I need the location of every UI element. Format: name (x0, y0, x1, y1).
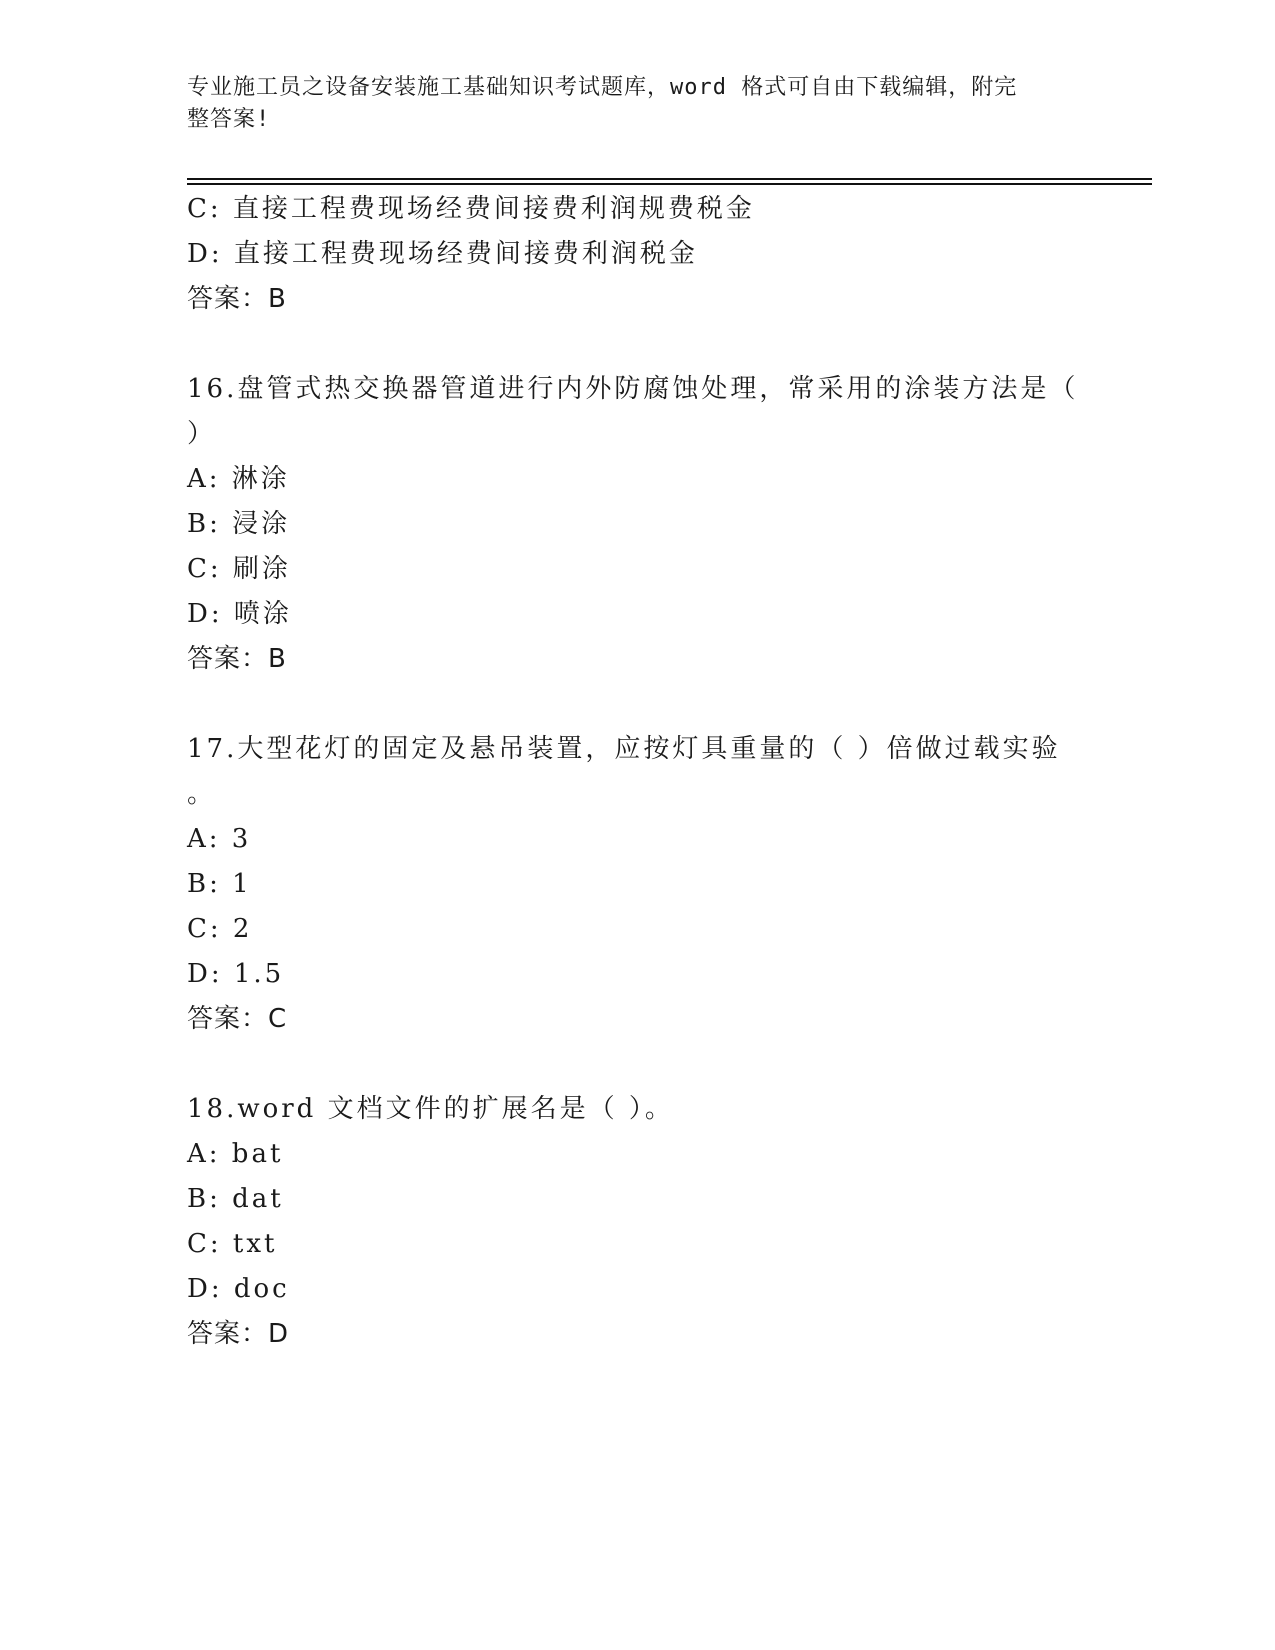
q16-stem-line-1: 16.盘管式热交换器管道进行内外防腐蚀处理，常采用的涂装方法是（ (187, 374, 1079, 404)
q17-option-c: C: 2 (187, 914, 253, 944)
q16-option-a: A: 淋涂 (187, 464, 290, 494)
header-line-1: 专业施工员之设备安装施工基础知识考试题库，word 格式可自由下载编辑，附完 (187, 75, 1018, 100)
q16-answer: 答案：B (187, 644, 287, 674)
q16-option-b: B: 浸涂 (187, 509, 291, 539)
q15-answer: 答案：B (187, 284, 287, 314)
q17-option-a: A: 3 (187, 824, 252, 854)
q17-option-b: B: 1 (187, 869, 252, 899)
q16-stem-line-2: ） (187, 419, 217, 449)
q17-option-d: D: 1.5 (187, 959, 285, 989)
document-header (187, 72, 1067, 136)
header-divider-bottom (187, 183, 1152, 185)
q18-option-b: B: dat (187, 1184, 284, 1214)
header-divider-top (187, 178, 1152, 180)
q18-option-d: D: doc (187, 1274, 290, 1304)
q18-option-a: A: bat (187, 1139, 284, 1169)
header-line-2: 整答案! (187, 107, 271, 132)
q18-answer: 答案：D (187, 1319, 290, 1349)
q17-answer: 答案：C (187, 1004, 288, 1034)
q17-stem-line-2: 。 (187, 779, 217, 809)
q16-option-c: C: 刷涂 (187, 554, 291, 584)
q17-stem-line-1: 17.大型花灯的固定及悬吊装置，应按灯具重量的（ ）倍做过载实验 (187, 734, 1061, 764)
q15-option-d: D: 直接工程费现场经费间接费利润税金 (187, 239, 698, 269)
q16-option-d: D: 喷涂 (187, 599, 292, 629)
q18-option-c: C: txt (187, 1229, 278, 1259)
q15-option-c: C: 直接工程费现场经费间接费利润规费税金 (187, 194, 755, 224)
q18-stem-line-1: 18.word 文档文件的扩展名是（ ）。 (187, 1094, 674, 1124)
